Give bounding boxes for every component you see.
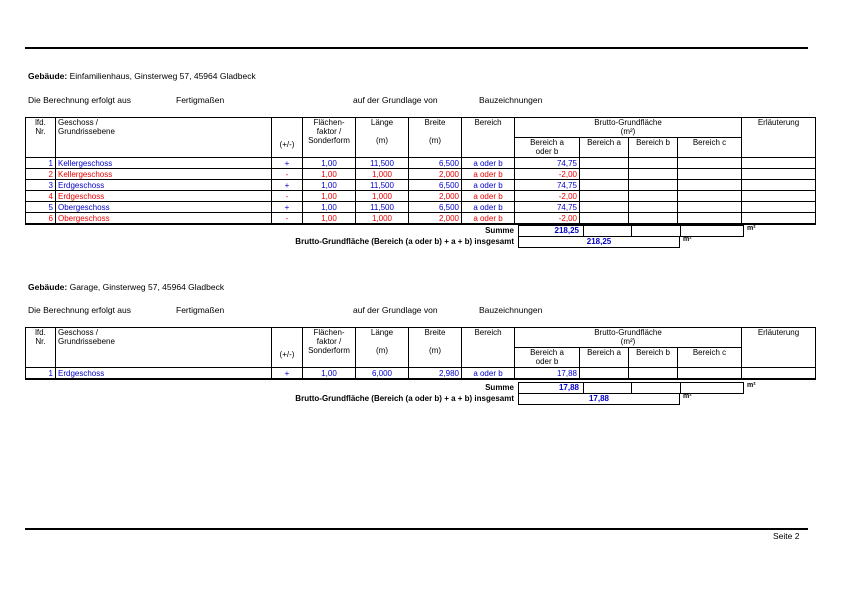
table-row: 1 Erdgeschoss + 1,00 6,000 2,980 a oder b 17,88 [26,368,816,380]
col-area-b-header: Bereich b [629,138,678,158]
area-table-1 [25,117,816,225]
summe-unit: m² [747,382,756,389]
summe-unit: m² [747,225,756,232]
basis-value: Bauzeichnungen [479,305,543,315]
summe-value: 17,88 [558,383,579,392]
summe-label: Summe [485,383,514,392]
col-width-header: Breite (m) [409,118,462,158]
summe-label: Summe [485,226,514,235]
col-sign-header: (+/-) [272,328,303,368]
page-number: Seite 2 [773,531,800,541]
col-bgf-header: Brutto-Grundfläche (m²) [515,118,742,138]
col-bereich-header: Bereich [462,118,515,158]
col-note-header: Erläuterung [742,118,816,158]
col-area-ab-header: Bereich a oder b [515,138,580,158]
top-rule [25,47,808,49]
col-width-header: Breite (m) [409,328,462,368]
bottom-rule [25,528,808,530]
col-area-a-header: Bereich a [580,138,629,158]
total-unit: m² [683,393,692,400]
total-label: Brutto-Grundfläche (Bereich (a oder b) + a + b) insgesamt [295,394,514,403]
building-name: Garage, Ginsterweg 57, 45964 Gladbeck [69,282,225,292]
table-row: 3 Erdgeschoss + 1,00 11,500 6,500 a oder b 74,75 [26,180,816,191]
total-value: 218,25 [586,237,612,246]
col-nr-header: lfd. Nr. [26,328,56,368]
col-bgf-header: Brutto-Grundfläche (m²) [515,328,742,348]
calc-label: Die Berechnung erfolgt aus [28,305,132,315]
col-note-header: Erläuterung [742,328,816,368]
col-nr-header: lfd. Nr. [26,118,56,158]
col-geschoss-header: Geschoss / Grundrissebene [56,118,272,158]
table-header-row [26,118,816,138]
table-row: 4 Erdgeschoss - 1,00 1,000 2,000 a oder b -2,00 [26,191,816,202]
table-row: 6 Obergeschoss - 1,00 1,000 2,000 a oder b -2,00 [26,213,816,225]
table-header-row [26,328,816,348]
col-length-header: Länge (m) [356,118,409,158]
col-bereich-header: Bereich [462,328,515,368]
col-area-c-header: Bereich c [678,138,742,158]
col-area-c-header: Bereich c [678,348,742,368]
building-label: Gebäude: [28,282,68,292]
total-box-1 [518,236,680,248]
total-label: Brutto-Grundfläche (Bereich (a oder b) + a + b) insgesamt [295,237,514,246]
col-area-b-header: Bereich b [629,348,678,368]
area-table-2 [25,327,816,380]
building-line-1 [28,71,256,81]
basis-value: Bauzeichnungen [479,95,543,105]
total-unit: m² [683,236,692,243]
col-sign-header: (+/-) [272,118,303,158]
col-factor-header: Flächen- faktor / Sonderform [303,328,356,368]
col-factor-header: Flächen- faktor / Sonderform [303,118,356,158]
building-line-2 [28,282,224,292]
basis-label: auf der Grundlage von [353,305,438,315]
calc-value: Fertigmaßen [176,305,225,315]
col-geschoss-header: Geschoss / Grundrissebene [56,328,272,368]
calc-label: Die Berechnung erfolgt aus [28,95,132,105]
col-area-a-header: Bereich a [580,348,629,368]
basis-label: auf der Grundlage von [353,95,438,105]
total-box-2 [518,393,680,405]
total-value: 17,88 [588,394,610,403]
summe-value: 218,25 [554,226,579,235]
building-name: Einfamilienhaus, Ginsterweg 57, 45964 Gladbeck [69,71,256,81]
table-row: 2 Kellergeschoss - 1,00 1,000 2,000 a oder b -2,00 [26,169,816,180]
col-length-header: Länge (m) [356,328,409,368]
table-row: 1 Kellergeschoss + 1,00 11,500 6,500 a oder b 74,75 [26,158,816,169]
col-area-ab-header: Bereich a oder b [515,348,580,368]
calc-value: Fertigmaßen [176,95,225,105]
building-label: Gebäude: [28,71,68,81]
table-row: 5 Obergeschoss + 1,00 11,500 6,500 a oder b 74,75 [26,202,816,213]
